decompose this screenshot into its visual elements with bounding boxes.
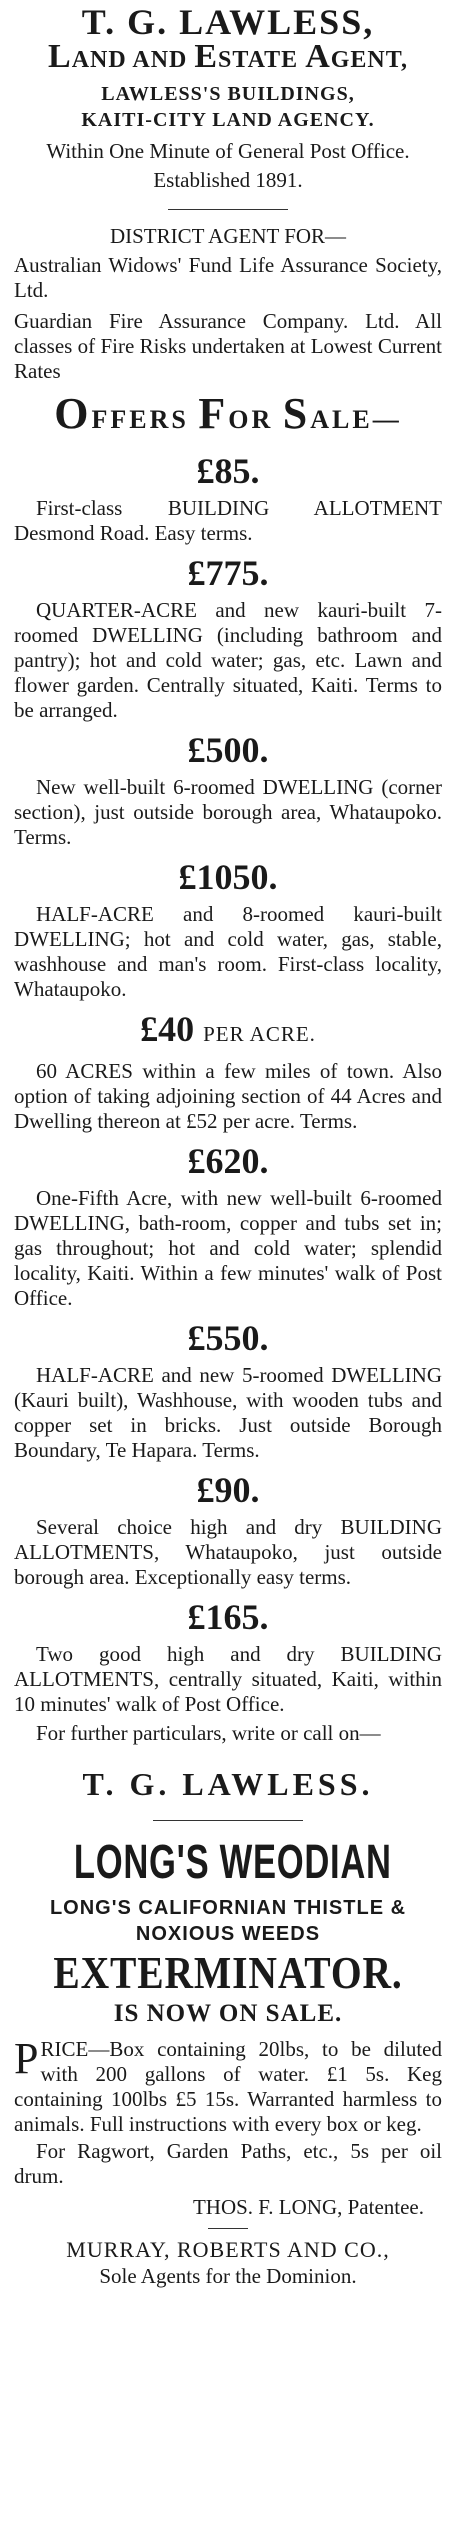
listing-price: £85. <box>196 451 260 491</box>
ragwort-line: For Ragwort, Garden Paths, etc., 5s per oil drum. <box>14 2139 442 2188</box>
listing-description: New well-built 6-roomed DWELLING (corner section), just outside borough area, Whataupoko. Terms. <box>14 775 442 849</box>
advertiser-header <box>14 2 442 193</box>
divider <box>208 2228 248 2229</box>
drop-cap: P <box>14 2034 39 2083</box>
listing-description: Several choice high and dry BUILDING ALLOTMENTS, Whataupoko, just outside borough area. Exceptionally easy terms. <box>14 1515 442 1589</box>
price-paragraph: PRICE—Box containing 20lbs, to be diluted with 200 gallons of water. £1 5s. Keg containing 100lbs £5 15s. Warranted harmless to animals. Full instructions with every box or keg. <box>14 2034 442 2136</box>
listing-item <box>14 1317 442 1463</box>
listing-price: £775. <box>187 553 269 593</box>
listing-item <box>14 1008 442 1134</box>
advertiser-signature: T. G. LAWLESS. <box>82 1766 374 1802</box>
offers-for-sale-heading: OFFERS FOR SALE— <box>54 389 402 438</box>
established-line: Established 1891. <box>153 168 303 192</box>
agency-line: KAITI-CITY LAND AGENCY. <box>81 109 375 131</box>
exterminator-heading: EXTERMINATOR. <box>53 1947 403 1998</box>
listing-item <box>14 1140 442 1311</box>
patentee-line: THOS. F. LONG, Patentee. <box>192 2195 424 2219</box>
listing-item <box>14 856 442 1002</box>
product-title: LONG'S WEODIAN <box>73 1836 392 1889</box>
listing-price: £165. <box>187 1597 269 1637</box>
listing-list <box>14 450 442 1717</box>
district-agent-section <box>14 224 442 384</box>
listing-description: HALF-ACRE and new 5-roomed DWELLING (Kauri built), Washhouse, with wooden tubs and copper set in bricks. Just outside Borough Boundary, Te Hapara. Terms. <box>14 1363 442 1462</box>
listing-item <box>14 1469 442 1590</box>
location-line: Within One Minute of General Post Office. <box>46 139 410 163</box>
listing-description: 60 ACRES within a few miles of town. Also option of taking adjoining section of 44 Acres and Dwelling thereon at £52 per acre. Terms. <box>14 1059 442 1133</box>
listing-description: One-Fifth Acre, with new well-built 6-roomed DWELLING, bath-room, copper and tubs set in; gas throughout; hot and cold water; splendid locality, Kaiti. Within a few minutes' walk of Post Office. <box>14 1186 442 1310</box>
on-sale-line: IS NOW ON SALE. <box>113 2000 343 2027</box>
listing-description: First-class BUILDING ALLOTMENT Desmond Road. Easy terms. <box>14 496 442 545</box>
listing-description: QUARTER-ACRE and new kauri-built 7-roomed DWELLING (including bathroom and pantry); hot and cold water; gas, etc. Lawn and flower garden. Centrally situated, Kaiti. Terms to be arranged. <box>14 598 442 722</box>
product-subtitle-2: NOXIOUS WEEDS <box>135 1923 321 1945</box>
listing-price: £40 PER ACRE. <box>140 1009 316 1049</box>
buildings-line: LAWLESS'S BUILDINGS, <box>101 83 355 105</box>
australian-widows-line: Australian Widows' Fund Life Assurance Society, Ltd. <box>14 253 442 302</box>
newspaper-column <box>0 2 456 2535</box>
listing-price: £500. <box>187 730 269 770</box>
product-subtitle: LONG'S CALIFORNIAN THISTLE & <box>49 1897 407 1919</box>
weodian-advertisement <box>14 1835 442 2289</box>
listing-price: £550. <box>187 1318 269 1358</box>
listing-item <box>14 450 442 546</box>
price-unit: PER ACRE. <box>203 1022 316 1046</box>
divider <box>168 209 288 210</box>
listing-price: £90. <box>196 1470 260 1510</box>
listing-item <box>14 552 442 723</box>
divider <box>153 1820 303 1821</box>
listing-description: HALF-ACRE and 8-roomed kauri-built DWELLING; hot and cold water, gas, stable, washhouse and man's room. First-class locality, Whataupoko. <box>14 902 442 1001</box>
listing-price: £1050. <box>178 857 278 897</box>
listing-item <box>14 729 442 850</box>
advertiser-name: T. G. LAWLESS, <box>81 2 375 42</box>
agents-name: MURRAY, ROBERTS AND CO., <box>66 2237 390 2262</box>
agents-description: Sole Agents for the Dominion. <box>99 2264 357 2288</box>
listing-item <box>14 1596 442 1717</box>
agent-title: LAND AND ESTATE AGENT, <box>48 38 408 75</box>
guardian-fire-line: Guardian Fire Assurance Company. Ltd. All classes of Fire Risks undertaken at Lowest Current Rates <box>14 309 442 383</box>
further-particulars: For further particulars, write or call on— <box>36 1721 381 1745</box>
listing-price: £620. <box>187 1141 269 1181</box>
district-title: DISTRICT AGENT FOR— <box>109 224 347 248</box>
listing-description: Two good high and dry BUILDING ALLOTMENTS, centrally situated, Kaiti, within 10 minutes' walk of Post Office. <box>14 1642 442 1716</box>
